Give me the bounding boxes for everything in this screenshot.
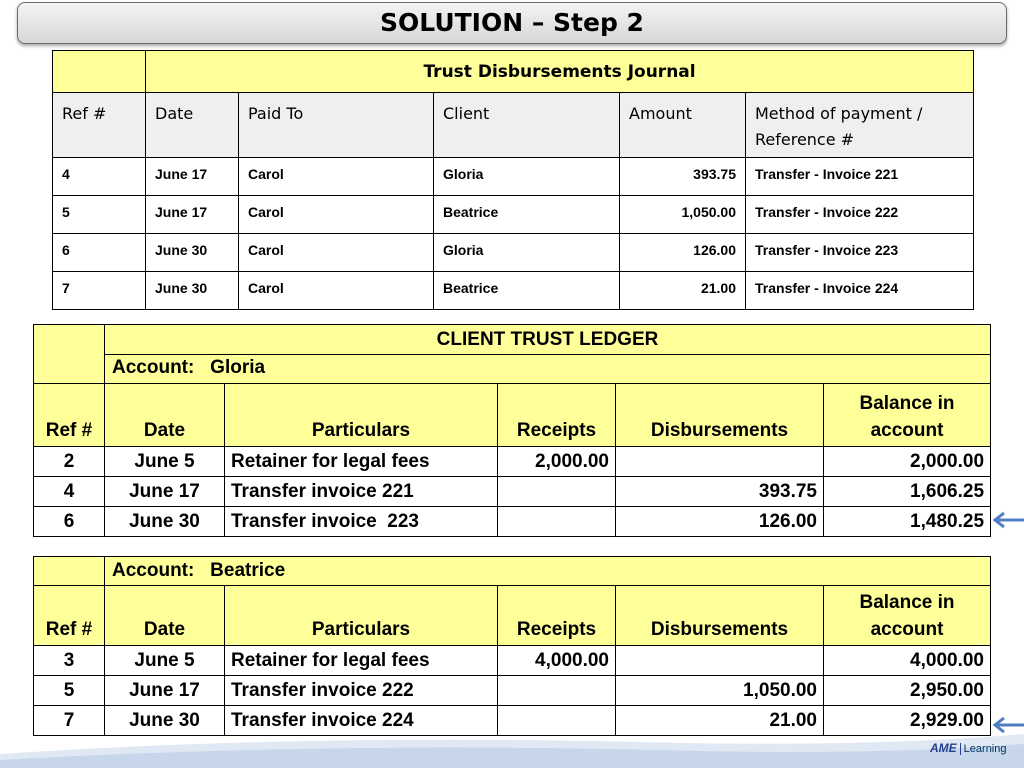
journal-method: Transfer - Invoice 223 <box>746 234 974 272</box>
client-trust-ledger-beatrice <box>33 556 991 736</box>
journal-row <box>53 196 974 234</box>
journal-date: June 17 <box>146 158 239 196</box>
ledger-date: June 5 <box>105 447 225 477</box>
ledger-particulars: Retainer for legal fees <box>225 447 498 477</box>
footer-swoosh <box>0 728 1024 768</box>
ledger-ref: 6 <box>34 507 105 537</box>
ledger-row <box>34 477 991 507</box>
ledger-balance: 2,950.00 <box>824 676 991 706</box>
ledger-col-receipts: Receipts <box>498 586 616 646</box>
ledger-row <box>34 646 991 676</box>
ledger-row <box>34 507 991 537</box>
journal-date: June 30 <box>146 234 239 272</box>
ledger-particulars: Transfer invoice 224 <box>225 706 498 736</box>
journal-amount: 393.75 <box>620 158 746 196</box>
ledger-col-balance: Balance in account <box>824 586 991 646</box>
journal-ref: 7 <box>53 272 146 310</box>
account-row <box>105 557 991 586</box>
ledger-title: CLIENT TRUST LEDGER <box>105 325 991 355</box>
journal-paid-to: Carol <box>239 234 434 272</box>
ledger-col-ref: Ref # <box>34 586 105 646</box>
journal-col-ref: Ref # <box>53 93 146 158</box>
journal-date: June 17 <box>146 196 239 234</box>
ledger-date: June 30 <box>105 507 225 537</box>
ledger-ref: 4 <box>34 477 105 507</box>
account-name: Gloria <box>210 357 266 378</box>
account-label: Account: <box>112 560 195 581</box>
logo-separator <box>960 743 961 755</box>
ledger-disbursements: 393.75 <box>616 477 824 507</box>
journal-corner-cell <box>53 51 146 93</box>
journal-ref: 4 <box>53 158 146 196</box>
ledger-ref: 2 <box>34 447 105 477</box>
ledger-balance: 1,606.25 <box>824 477 991 507</box>
journal-method: Transfer - Invoice 224 <box>746 272 974 310</box>
journal-col-date: Date <box>146 93 239 158</box>
journal-client: Gloria <box>434 158 620 196</box>
ledger-receipts: 4,000.00 <box>498 646 616 676</box>
slide-title: SOLUTION – Step 2 <box>17 2 1007 44</box>
ledger-particulars: Transfer invoice 223 <box>225 507 498 537</box>
ledger-corner-cell <box>34 325 105 384</box>
journal-col-method: Method of payment / Reference # <box>746 93 974 158</box>
journal-amount: 21.00 <box>620 272 746 310</box>
trust-disbursements-journal <box>52 50 974 310</box>
account-name: Beatrice <box>210 560 286 581</box>
ledger-disbursements <box>616 646 824 676</box>
journal-row <box>53 158 974 196</box>
ledger-col-receipts: Receipts <box>498 384 616 447</box>
ledger-date: June 30 <box>105 706 225 736</box>
journal-row <box>53 272 974 310</box>
journal-col-paid-to: Paid To <box>239 93 434 158</box>
journal-ref: 6 <box>53 234 146 272</box>
ledger-row <box>34 447 991 477</box>
arrow-left-icon <box>991 510 1024 530</box>
journal-amount: 1,050.00 <box>620 196 746 234</box>
journal-paid-to: Carol <box>239 196 434 234</box>
ledger-disbursements <box>616 447 824 477</box>
ledger-receipts <box>498 507 616 537</box>
journal-paid-to: Carol <box>239 158 434 196</box>
logo-brand: AME <box>930 741 957 755</box>
journal-paid-to: Carol <box>239 272 434 310</box>
ledger-col-disbursements: Disbursements <box>616 384 824 447</box>
journal-method: Transfer - Invoice 221 <box>746 158 974 196</box>
account-label: Account: <box>112 357 195 378</box>
logo-sub: Learning <box>963 743 1007 755</box>
journal-col-client: Client <box>434 93 620 158</box>
ledger-balance: 2,000.00 <box>824 447 991 477</box>
journal-col-amount: Amount <box>620 93 746 158</box>
ledger-ref: 7 <box>34 706 105 736</box>
journal-client: Gloria <box>434 234 620 272</box>
journal-row <box>53 234 974 272</box>
journal-method: Transfer - Invoice 222 <box>746 196 974 234</box>
ledger-receipts <box>498 676 616 706</box>
ledger-ref: 5 <box>34 676 105 706</box>
journal-ref: 5 <box>53 196 146 234</box>
ledger-balance: 4,000.00 <box>824 646 991 676</box>
journal-title: Trust Disbursements Journal <box>146 51 974 93</box>
ledger-col-particulars: Particulars <box>225 384 498 447</box>
ledger-disbursements: 21.00 <box>616 706 824 736</box>
journal-date: June 30 <box>146 272 239 310</box>
journal-client: Beatrice <box>434 196 620 234</box>
ledger-particulars: Transfer invoice 222 <box>225 676 498 706</box>
ledger-ref: 3 <box>34 646 105 676</box>
ledger-disbursements: 1,050.00 <box>616 676 824 706</box>
journal-client: Beatrice <box>434 272 620 310</box>
ledger-row <box>34 676 991 706</box>
ledger-receipts: 2,000.00 <box>498 447 616 477</box>
journal-amount: 126.00 <box>620 234 746 272</box>
ledger-col-disbursements: Disbursements <box>616 586 824 646</box>
ledger-col-particulars: Particulars <box>225 586 498 646</box>
ledger-balance: 2,929.00 <box>824 706 991 736</box>
ledger-date: June 17 <box>105 477 225 507</box>
ledger-particulars: Transfer invoice 221 <box>225 477 498 507</box>
client-trust-ledger-gloria <box>33 324 991 537</box>
ledger-col-balance: Balance in account <box>824 384 991 447</box>
ledger-corner-cell <box>34 557 105 586</box>
ledger-col-date: Date <box>105 586 225 646</box>
ledger-col-date: Date <box>105 384 225 447</box>
ame-learning-logo <box>930 741 1007 755</box>
ledger-disbursements: 126.00 <box>616 507 824 537</box>
ledger-receipts <box>498 477 616 507</box>
account-row <box>105 355 991 384</box>
ledger-col-ref: Ref # <box>34 384 105 447</box>
ledger-date: June 17 <box>105 676 225 706</box>
ledger-date: June 5 <box>105 646 225 676</box>
ledger-balance: 1,480.25 <box>824 507 991 537</box>
ledger-particulars: Retainer for legal fees <box>225 646 498 676</box>
